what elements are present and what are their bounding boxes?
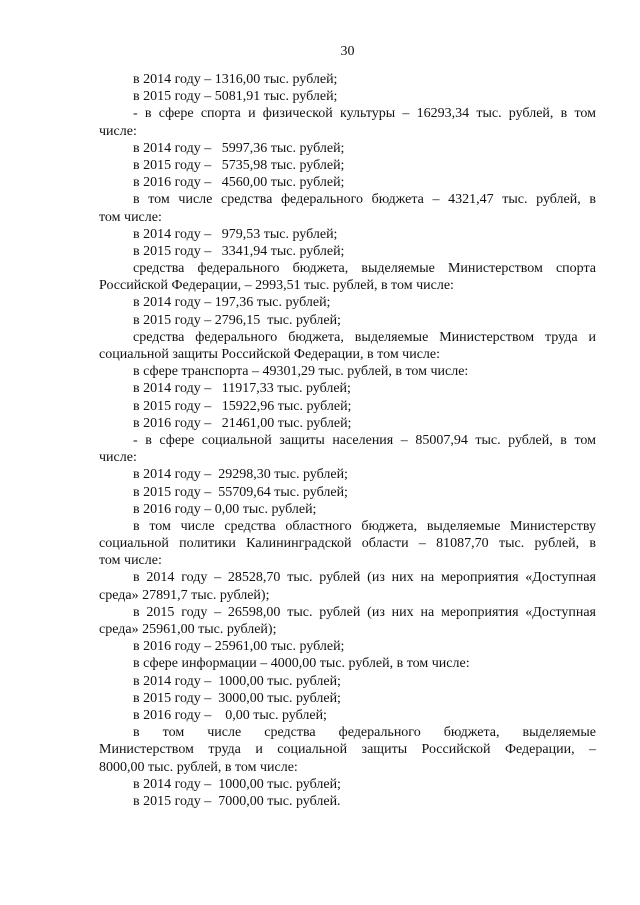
text-line: социальной защиты Российской Федерации, в том числе: xyxy=(99,347,441,362)
paragraph xyxy=(99,793,596,810)
paragraph xyxy=(99,329,596,363)
paragraph xyxy=(99,140,596,157)
text-line: в 2014 году – 1000,00 тыс. рублей; xyxy=(133,673,341,689)
paragraph xyxy=(99,501,596,518)
document-body xyxy=(99,71,596,810)
text-line: в сфере транспорта – 49301,29 тыс. рублей, в том числе: xyxy=(133,364,469,380)
text-line: в сфере информации – 4000,00 тыс. рублей, в том числе: xyxy=(133,656,470,672)
text-line: среда» 25961,00 тыс. рублей); xyxy=(99,622,277,637)
paragraph xyxy=(99,776,596,793)
paragraph xyxy=(99,363,596,380)
text-line: средства федерального бюджета, выделяемые Министерством труда и xyxy=(133,329,596,345)
paragraph xyxy=(99,157,596,174)
text-line: в 2015 году – 55709,64 тыс. рублей; xyxy=(133,484,348,500)
text-line: в 2015 году – 7000,00 тыс. рублей. xyxy=(133,793,341,809)
text-line: - в сфере социальной защиты населения – 85007,94 тыс. рублей, в том xyxy=(133,432,596,448)
text-line: в 2015 году – 5735,98 тыс. рублей; xyxy=(133,157,345,173)
text-line: в 2016 году – 21461,00 тыс. рублей; xyxy=(133,415,352,431)
text-line: в 2014 году – 11917,33 тыс. рублей; xyxy=(133,381,351,397)
paragraph xyxy=(99,174,596,191)
text-line: в 2015 году – 3341,94 тыс. рублей; xyxy=(133,243,345,259)
paragraph xyxy=(99,724,596,776)
paragraph xyxy=(99,673,596,690)
text-line: том числе: xyxy=(99,209,162,225)
text-line: том числе: xyxy=(99,553,162,569)
paragraph xyxy=(99,518,596,570)
text-line: Российской Федерации, – 2993,51 тыс. рублей, в том числе: xyxy=(99,278,454,294)
page-number: 30 xyxy=(340,44,355,59)
text-line: числе: xyxy=(99,450,137,466)
paragraph xyxy=(99,398,596,415)
paragraph xyxy=(99,707,596,724)
text-line: в 2016 году – 0,00 тыс. рублей; xyxy=(133,707,327,723)
paragraph xyxy=(99,71,596,88)
text-line: - в сфере спорта и физической культуры – 16293,34 тыс. рублей, в том xyxy=(133,106,596,122)
paragraph xyxy=(99,88,596,105)
text-line: в том числе средства федерального бюджета, выделяемые xyxy=(133,725,596,741)
paragraph xyxy=(99,380,596,397)
text-line: числе: xyxy=(99,123,137,139)
paragraph xyxy=(99,260,596,294)
text-line: в 2014 году – 28528,70 тыс. рублей (из них на мероприятия «Доступная xyxy=(133,570,596,586)
text-line: социальной политики Калининградской области – 81087,70 тыс. рублей, в xyxy=(99,536,596,552)
text-line: в том числе средства областного бюджета, выделяемые Министерству xyxy=(133,518,596,534)
text-line: в 2014 году – 197,36 тыс. рублей; xyxy=(133,295,331,311)
text-line: в 2015 году – 3000,00 тыс. рублей; xyxy=(133,690,341,706)
text-line: в 2014 году – 979,53 тыс. рублей; xyxy=(133,226,338,242)
text-line: 8000,00 тыс. рублей, в том числе: xyxy=(99,759,298,775)
paragraph xyxy=(99,415,596,432)
text-line: в 2014 году – 1316,00 тыс. рублей; xyxy=(133,72,338,87)
text-line: в 2016 году – 25961,00 тыс. рублей; xyxy=(133,639,345,655)
paragraph xyxy=(99,569,596,603)
text-line: в 2015 году – 26598,00 тыс. рублей (из них на мероприятия «Доступная xyxy=(133,604,596,620)
paragraph xyxy=(99,484,596,501)
text-line: средства федерального бюджета, выделяемые Министерством спорта xyxy=(133,261,596,277)
text-line: в 2014 году – 5997,36 тыс. рублей; xyxy=(133,140,345,156)
paragraph xyxy=(99,466,596,483)
text-line: в 2016 году – 0,00 тыс. рублей; xyxy=(133,501,317,517)
text-line: в том числе средства федерального бюджета – 4321,47 тыс. рублей, в xyxy=(133,192,596,208)
paragraph xyxy=(99,312,596,329)
paragraph xyxy=(99,432,596,466)
text-line: в 2014 году – 1000,00 тыс. рублей; xyxy=(133,776,341,792)
text-line: в 2015 году – 2796,15 тыс. рублей; xyxy=(133,312,341,328)
text-line: среда» 27891,7 тыс. рублей); xyxy=(99,587,270,603)
paragraph xyxy=(99,226,596,243)
text-line: в 2016 году – 4560,00 тыс. рублей; xyxy=(133,175,345,191)
text-line: в 2015 году – 5081,91 тыс. рублей; xyxy=(133,89,338,105)
text-line: в 2015 году – 15922,96 тыс. рублей; xyxy=(133,398,352,414)
text-line: Министерством труда и социальной защиты Российской Федерации, – xyxy=(99,742,596,758)
paragraph xyxy=(99,105,596,139)
paragraph xyxy=(99,243,596,260)
paragraph xyxy=(99,191,596,225)
text-line: в 2014 году – 29298,30 тыс. рублей; xyxy=(133,467,348,483)
paragraph xyxy=(99,655,596,672)
paragraph xyxy=(99,604,596,638)
paragraph xyxy=(99,638,596,655)
paragraph xyxy=(99,690,596,707)
paragraph xyxy=(99,294,596,311)
